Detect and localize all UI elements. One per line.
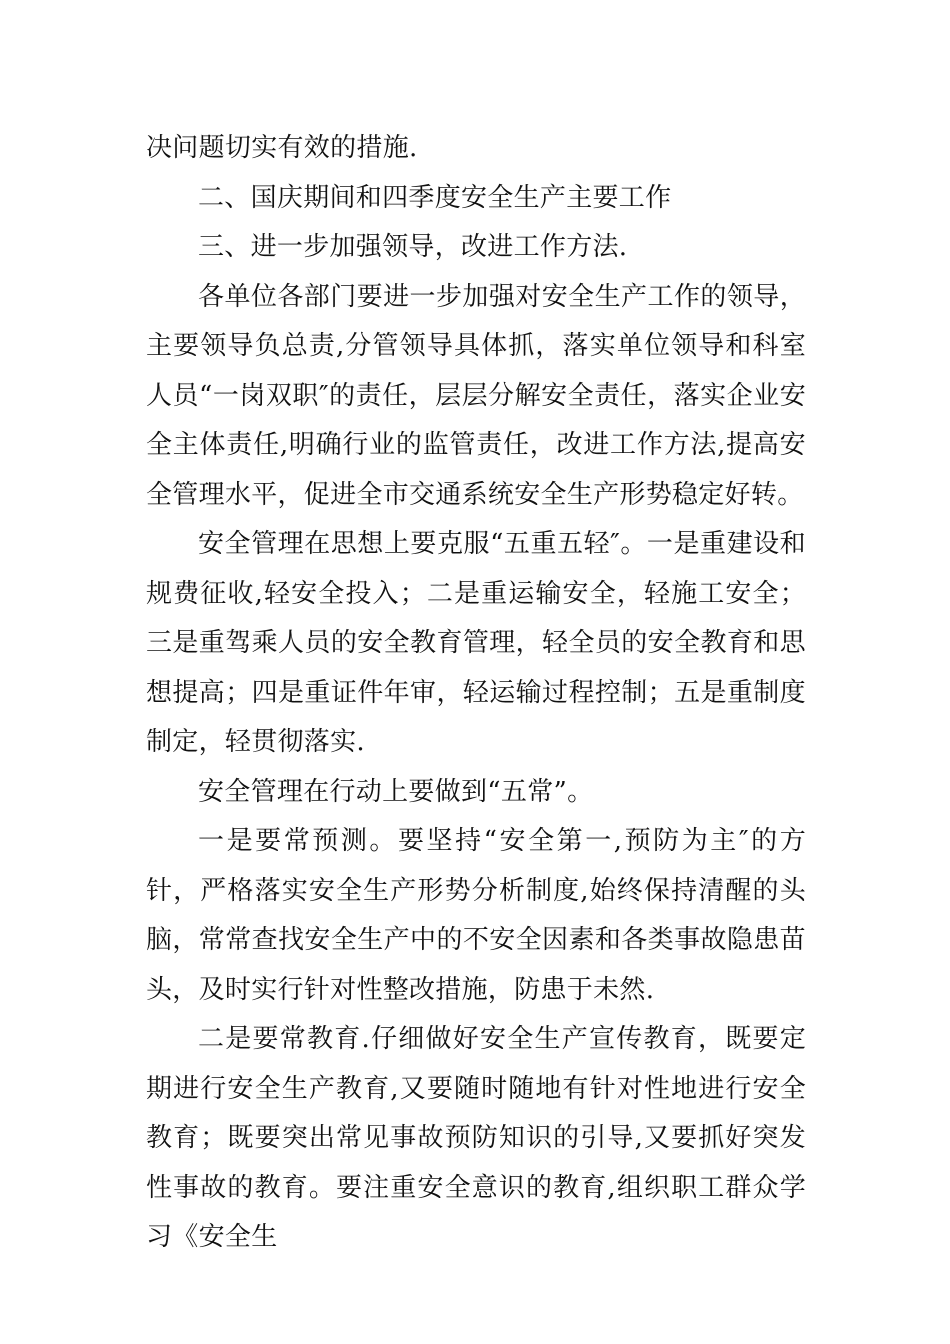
paragraph-1: 决问题切实有效的措施. <box>146 133 418 163</box>
paragraph-five-heavy-five-light: 安全管理在思想上要克服“五重五轻″。一是重建设和规费征收,轻安全投入；二是重运输安全，轻施工安全；三是重驾乘人员的安全教育管理，轻全员的安全教育和思想提高；四是重证件年审，轻运输过程控制；五是重制度制定，轻贯彻落实. <box>146 529 806 757</box>
document-body <box>146 124 806 1263</box>
paragraph-five-constants: 安全管理在行动上要做到“五常”。 <box>198 776 594 807</box>
section-heading-2: 二、国庆期间和四季度安全生产主要工作 <box>198 182 672 213</box>
paragraph-leadership: 各单位各部门要进一步加强对安全生产工作的领导，主要领导负总责,分管领导具体抓，落实单位领导和科室人员“一岗双职″的责任，层层分解安全责任，落实企业安全主体责任,明确行业的监管责任，改进工作方法,提高安全管理水平，促进全市交通系统安全生产形势稳定好转。 <box>146 281 806 510</box>
section-heading-3: 三、进一步加强领导，改进工作方法. <box>198 232 628 262</box>
paragraph-constant-prediction: 一是要常预测。要坚持“安全第一,预防为主″的方针，严格落实安全生产形势分析制度,始终保持清醒的头脑，常常查找安全生产中的不安全因素和各类事故隐患苗头，及时实行针对性整改措施，防患于未然. <box>146 826 806 1005</box>
paragraph-constant-education: 二是要常教育.仔细做好安全生产宣传教育，既要定期进行安全生产教育,又要随时随地有针对性地进行安全教育；既要突出常见事故预防知识的引导,又要抓好突发性事故的教育。要注重安全意识的教育,组织职工群众学习《安全生 <box>146 1024 806 1252</box>
